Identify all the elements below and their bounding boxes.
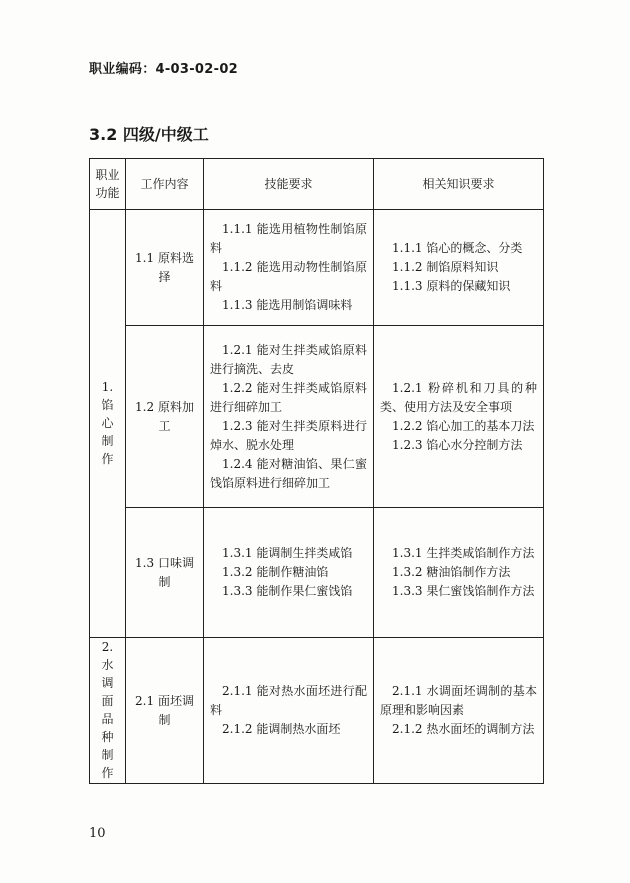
skill-item: 1.2.4 能对糖油馅、果仁蜜饯馅原料进行细碎加工 <box>210 456 367 490</box>
table-row <box>90 508 544 638</box>
header-work: 工作内容 <box>126 159 204 210</box>
skill-item: 1.2.3 能对生拌类原料进行焯水、脱水处理 <box>210 418 367 452</box>
knowledge-item: 2.1.2 热水面坯的调制方法 <box>392 722 535 736</box>
knowledge-item: 1.3.2 糖油馅制作方法 <box>392 565 511 579</box>
table-row <box>90 326 544 508</box>
knowledge-cell <box>374 508 544 638</box>
header-function: 职业功能 <box>90 159 126 210</box>
skill-cell <box>204 326 374 508</box>
table-row <box>90 210 544 326</box>
skills-table <box>89 158 544 784</box>
skill-item: 1.2.2 能对生拌类咸馅原料进行细碎加工 <box>210 380 367 414</box>
skill-item: 1.1.1 能选用植物性制馅原料 <box>210 222 367 255</box>
skill-cell <box>204 508 374 638</box>
work-content-cell: 1.1 原料选择 <box>126 210 204 326</box>
skill-item: 1.3.1 能调制生拌类咸馅 <box>222 546 353 560</box>
knowledge-item: 1.1.3 原料的保藏知识 <box>392 279 511 293</box>
knowledge-cell <box>374 638 544 784</box>
knowledge-item: 1.2.3 馅心水分控制方法 <box>392 437 523 452</box>
page-number: 10 <box>89 826 106 841</box>
function-cell: 2.水调面品种制作 <box>90 638 126 784</box>
skill-item: 2.1.1 能对热水面坯进行配料 <box>210 684 367 717</box>
work-content-cell: 2.1 面坯调制 <box>126 638 204 784</box>
occupation-code: 职业编码：4-03-02-02 <box>89 62 239 77</box>
knowledge-cell <box>374 326 544 508</box>
section-title: 3.2 四级/中级工 <box>89 125 209 144</box>
knowledge-item: 1.2.1 粉碎机和刀具的种类、使用方法及安全事项 <box>380 380 537 414</box>
knowledge-item: 1.2.2 馅心加工的基本刀法 <box>392 418 535 433</box>
table-row <box>90 638 544 784</box>
skill-item: 2.1.2 能调制热水面坯 <box>222 722 341 736</box>
knowledge-item: 1.1.1 馅心的概念、分类 <box>392 241 523 255</box>
skill-cell <box>204 210 374 326</box>
skill-item: 1.1.3 能选用制馅调味料 <box>222 298 353 312</box>
header-skills: 技能要求 <box>204 159 374 210</box>
skill-item: 1.3.2 能制作糖油馅 <box>222 565 329 579</box>
knowledge-item: 1.1.2 制馅原料知识 <box>392 260 499 274</box>
header-knowledge: 相关知识要求 <box>374 159 544 210</box>
knowledge-item: 1.3.1 生拌类咸馅制作方法 <box>392 546 535 560</box>
skill-cell <box>204 638 374 784</box>
skill-item: 1.1.2 能选用动物性制馅原料 <box>210 260 367 293</box>
knowledge-item: 2.1.1 水调面坯调制的基本原理和影响因素 <box>380 684 537 717</box>
work-content-cell: 1.3 口味调制 <box>126 508 204 638</box>
skill-item: 1.3.3 能制作果仁蜜饯馅 <box>222 584 353 598</box>
knowledge-item: 1.3.3 果仁蜜饯馅制作方法 <box>392 584 535 598</box>
work-content-cell: 1.2 原料加工 <box>126 326 204 508</box>
table-header-row <box>90 159 544 210</box>
function-cell: 1.馅心制作 <box>90 210 126 638</box>
skill-item: 1.2.1 能对生拌类咸馅原料进行摘洗、去皮 <box>210 342 367 376</box>
knowledge-cell <box>374 210 544 326</box>
